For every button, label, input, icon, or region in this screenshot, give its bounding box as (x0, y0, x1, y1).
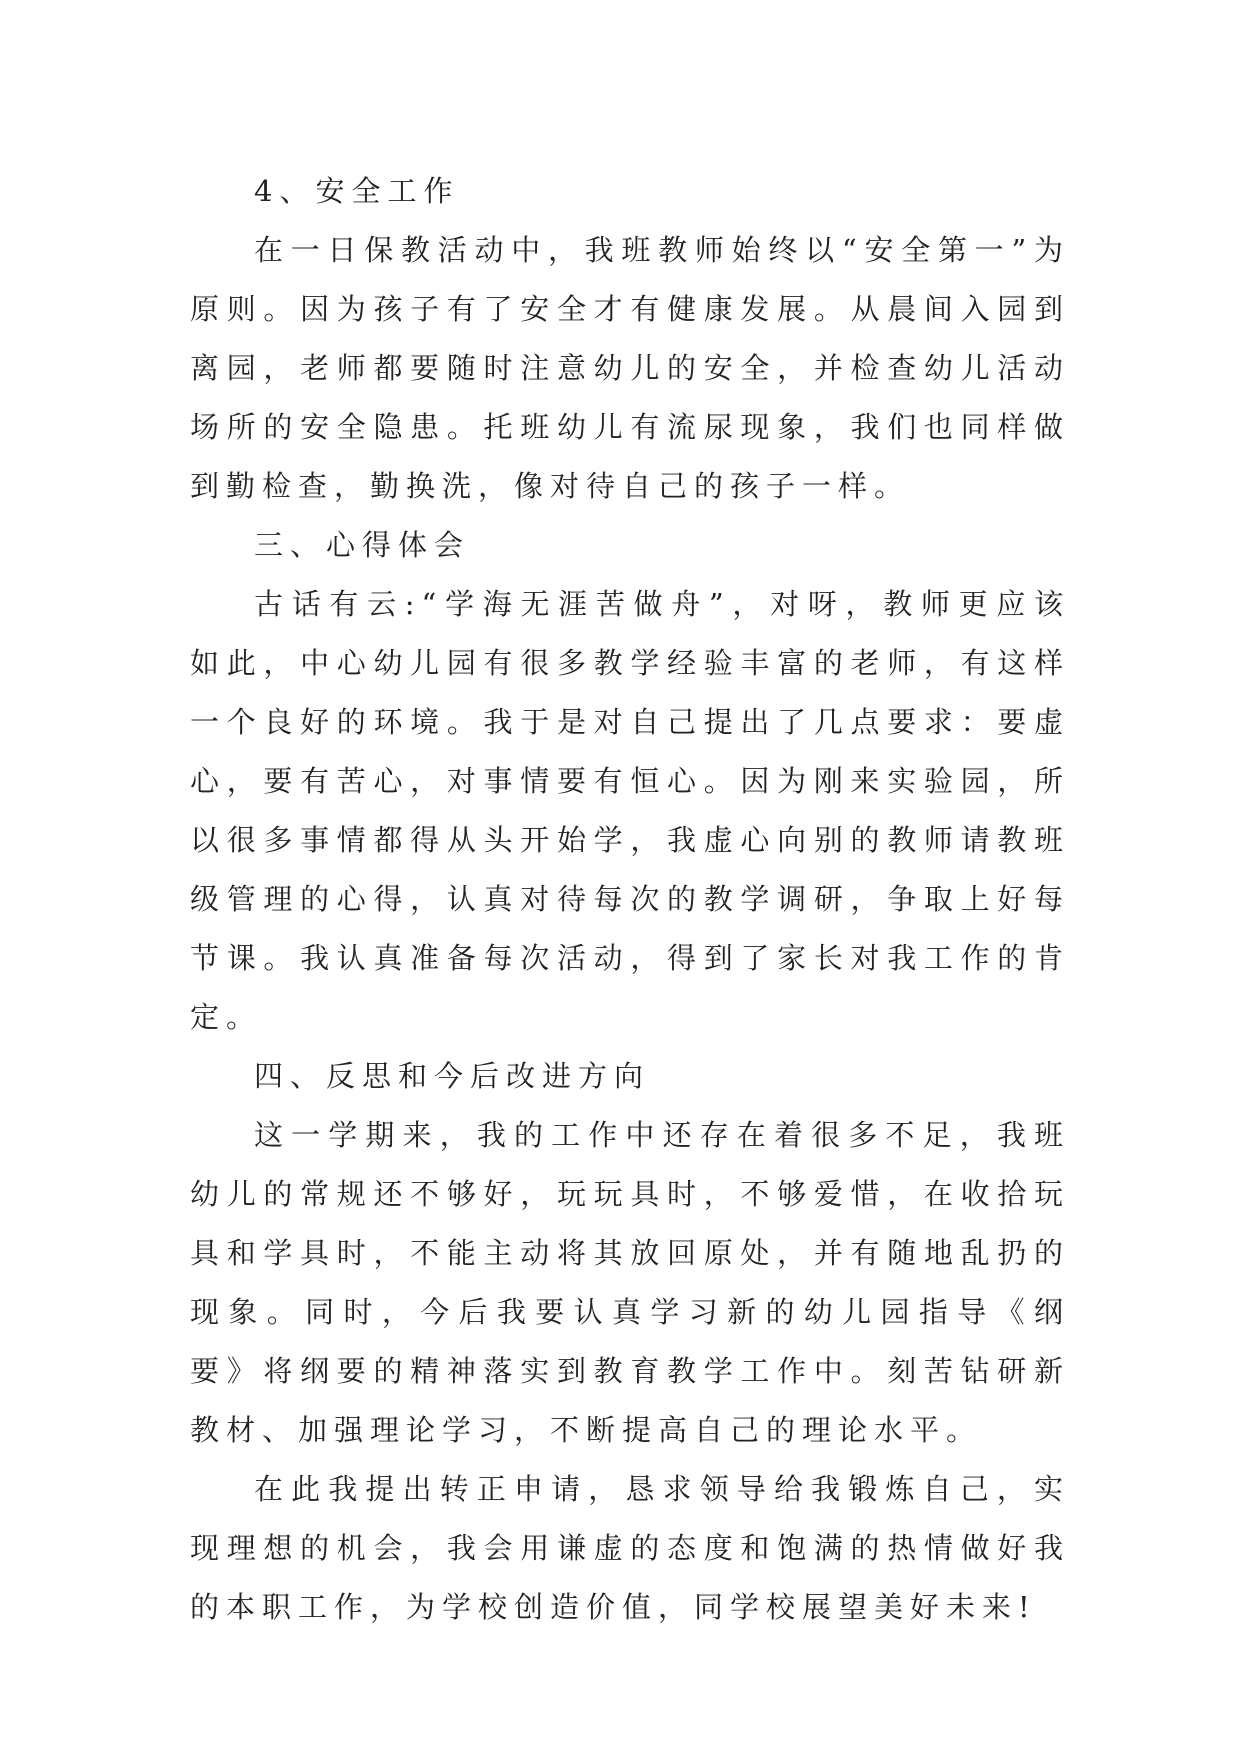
paragraph-reflection: 这一学期来，我的工作中还存在着很多不足，我班幼儿的常规还不够好，玩玩具时，不够爱惜，在收拾玩具和学具时，不能主动将其放回原处，并有随地乱扔的现象。同时，今后我要认真学习新的幼儿园指导《纲要》将纲要的精神落实到教育教学工作中。刻苦钻研新教材、加强理论学习，不断提高自己的理论水平。 (190, 1118, 1070, 1447)
paragraph-safety: 在一日保教活动中，我班教师始终以“安全第一”为原则。因为孩子有了安全才有健康发展。从晨间入园到离园，老师都要随时注意幼儿的安全，并检查幼儿活动场所的安全隐患。托班幼儿有流尿现象，我们也同样做到勤检查，勤换洗，像对待自己的孩子一样。 (190, 233, 1070, 503)
paragraph-experience: 古话有云:“学海无涯苦做舟”，对呀，教师更应该如此，中心幼儿园有很多教学经验丰富的老师，有这样一个良好的环境。我于是对自己提出了几点要求：要虚心，要有苦心，对事情要有恒心。因为刚来实验园，所以很多事情都得从头开始学，我虚心向别的教师请教班级管理的心得，认真对待每次的教学调研，争取上好每节课。我认真准备每次活动，得到了家长对我工作的肯定。 (190, 587, 1070, 1034)
section-heading-experience: 三、心得体会 (254, 528, 471, 562)
section-heading-safety: 4、安全工作 (254, 174, 460, 208)
document-body (190, 162, 1070, 1637)
paragraph-application: 在此我提出转正申请，恳求领导给我锻炼自己，实现理想的机会，我会用谦虚的态度和饱满的热情做好我的本职工作，为学校创造价值，同学校展望美好未来! (190, 1472, 1070, 1624)
section-heading-reflection: 四、反思和今后改进方向 (254, 1059, 651, 1093)
